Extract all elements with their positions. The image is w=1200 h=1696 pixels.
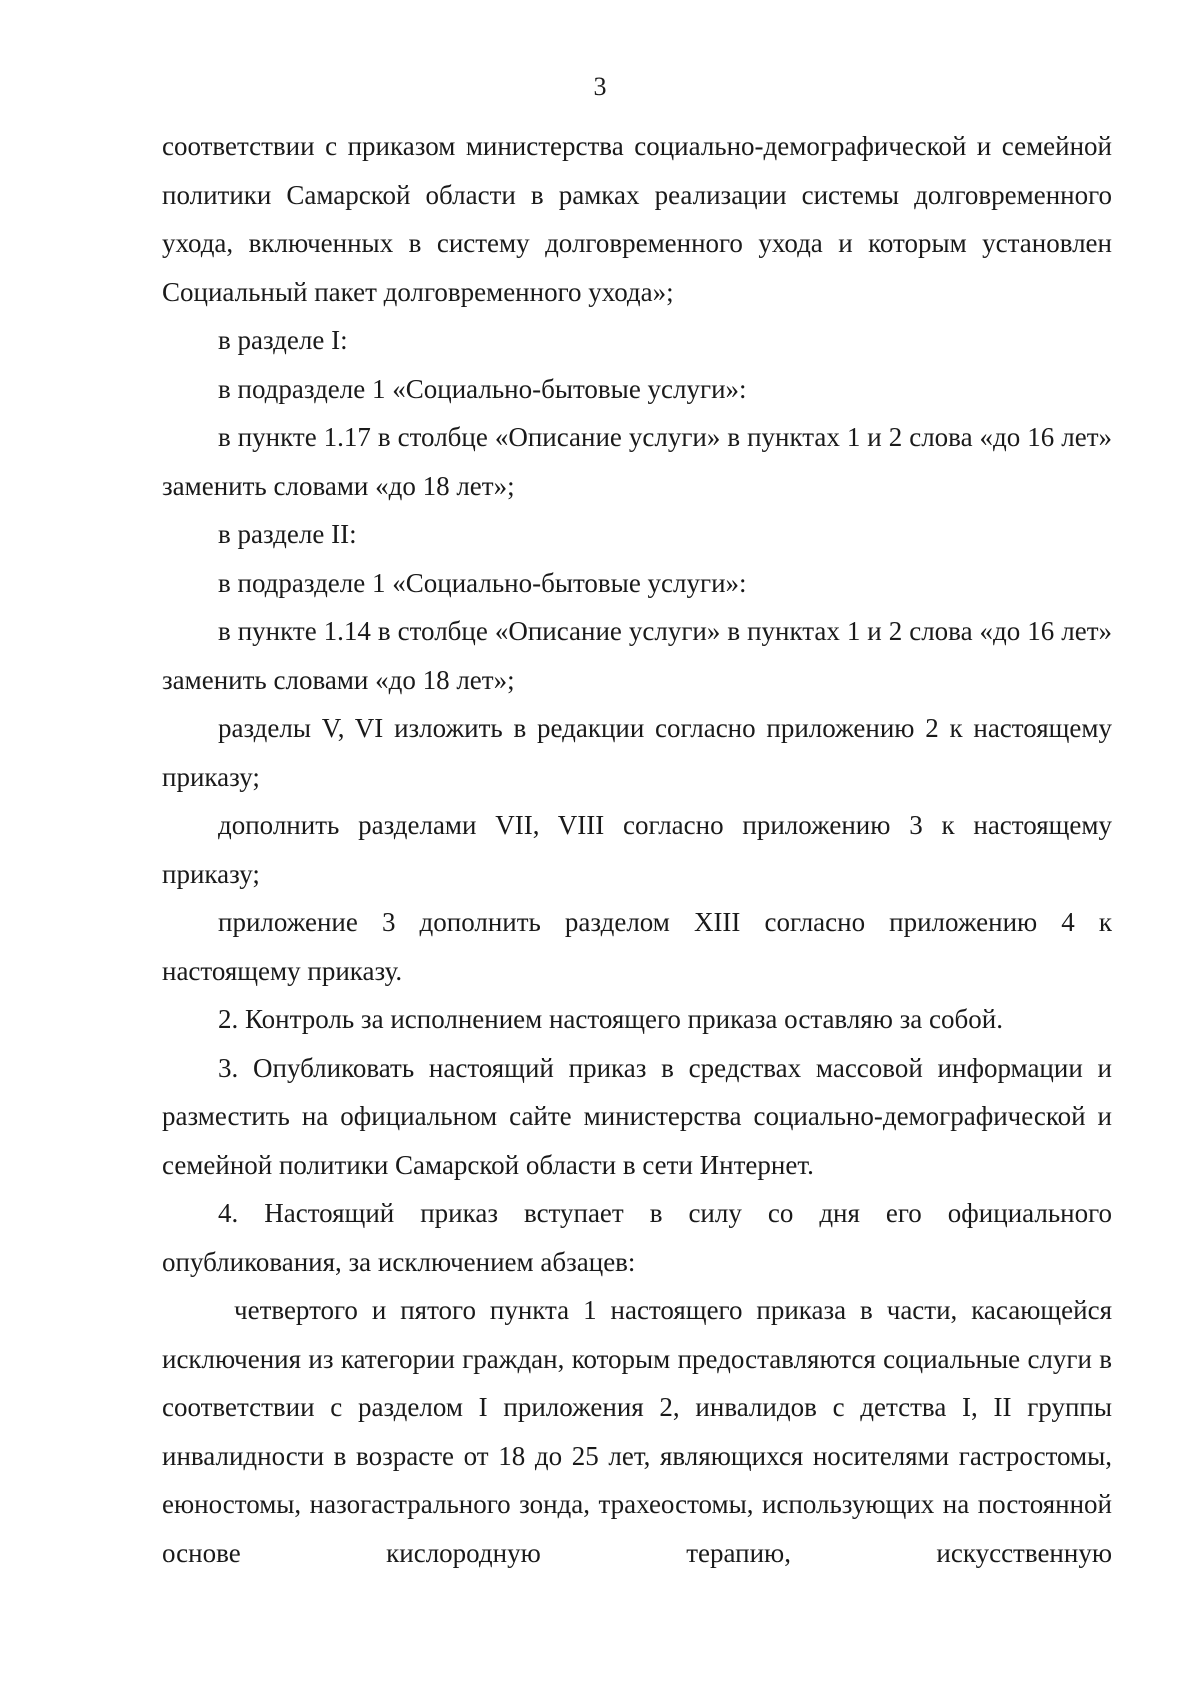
document-body [162,122,1112,1577]
paragraph-subsection-1: в подразделе 1 «Социально-бытовые услуги»: [218,373,747,404]
paragraph-section-1: в разделе I: [218,325,348,355]
paragraph-sections-vii-viii: дополнить разделами VII, VIII согласно приложению 3 к настоящему приказу; [162,810,1112,889]
paragraph-point-1-17: в пункте 1.17 в столбце «Описание услуги» в пунктах 1 и 2 слова «до 16 лет» заменить словами «до 18 лет»; [162,422,1112,501]
paragraph-item-2: 2. Контроль за исполнением настоящего приказа оставляю за собой. [218,1004,1003,1034]
paragraph-continuation: соответствии с приказом министерства социально-демографической и семейной политики Самарской области в рамках реализации системы долговременного ухода, включенных в систему долговременного ухода и которым установлен Социальный пакет долговременного ухода»; [162,131,1112,307]
paragraph-sections-v-vi: разделы V, VI изложить в редакции согласно приложению 2 к настоящему приказу; [162,713,1112,792]
paragraph-item-4: 4. Настоящий приказ вступает в силу со дня его официального опубликования, за исключением абзацев: [162,1198,1112,1277]
paragraph-section-xiii: приложение 3 дополнить разделом XIII согласно приложению 4 к настоящему приказу. [162,907,1112,986]
paragraph-subsection-1-b: в подразделе 1 «Социально-бытовые услуги»: [218,567,747,598]
page-number: 3 [593,72,607,101]
paragraph-point-1-14: в пункте 1.14 в столбце «Описание услуги» в пунктах 1 и 2 слова «до 16 лет» заменить словами «до 18 лет»; [162,616,1112,695]
paragraph-item-3: 3. Опубликовать настоящий приказ в средствах массовой информации и разместить на официальном сайте министерства социально-демографической и семейной политики Самарской области в сети Интернет. [162,1052,1112,1180]
paragraph-section-2: в разделе II: [218,519,357,549]
paragraph-exception: четвертого и пятого пункта 1 настоящего приказа в части, касающейся исключения из категории граждан, которым предоставляются социальные слуги в соответствии с разделом I приложения 2, инвалидов с детства I, II группы инвалидности в возрасте от 18 до 25 лет, являющихся носителями гастростомы, еюностомы, назогастрального зонда, трахеостомы, использующих на постоянной основе кислородную терапию, искусственную [162,1295,1112,1568]
